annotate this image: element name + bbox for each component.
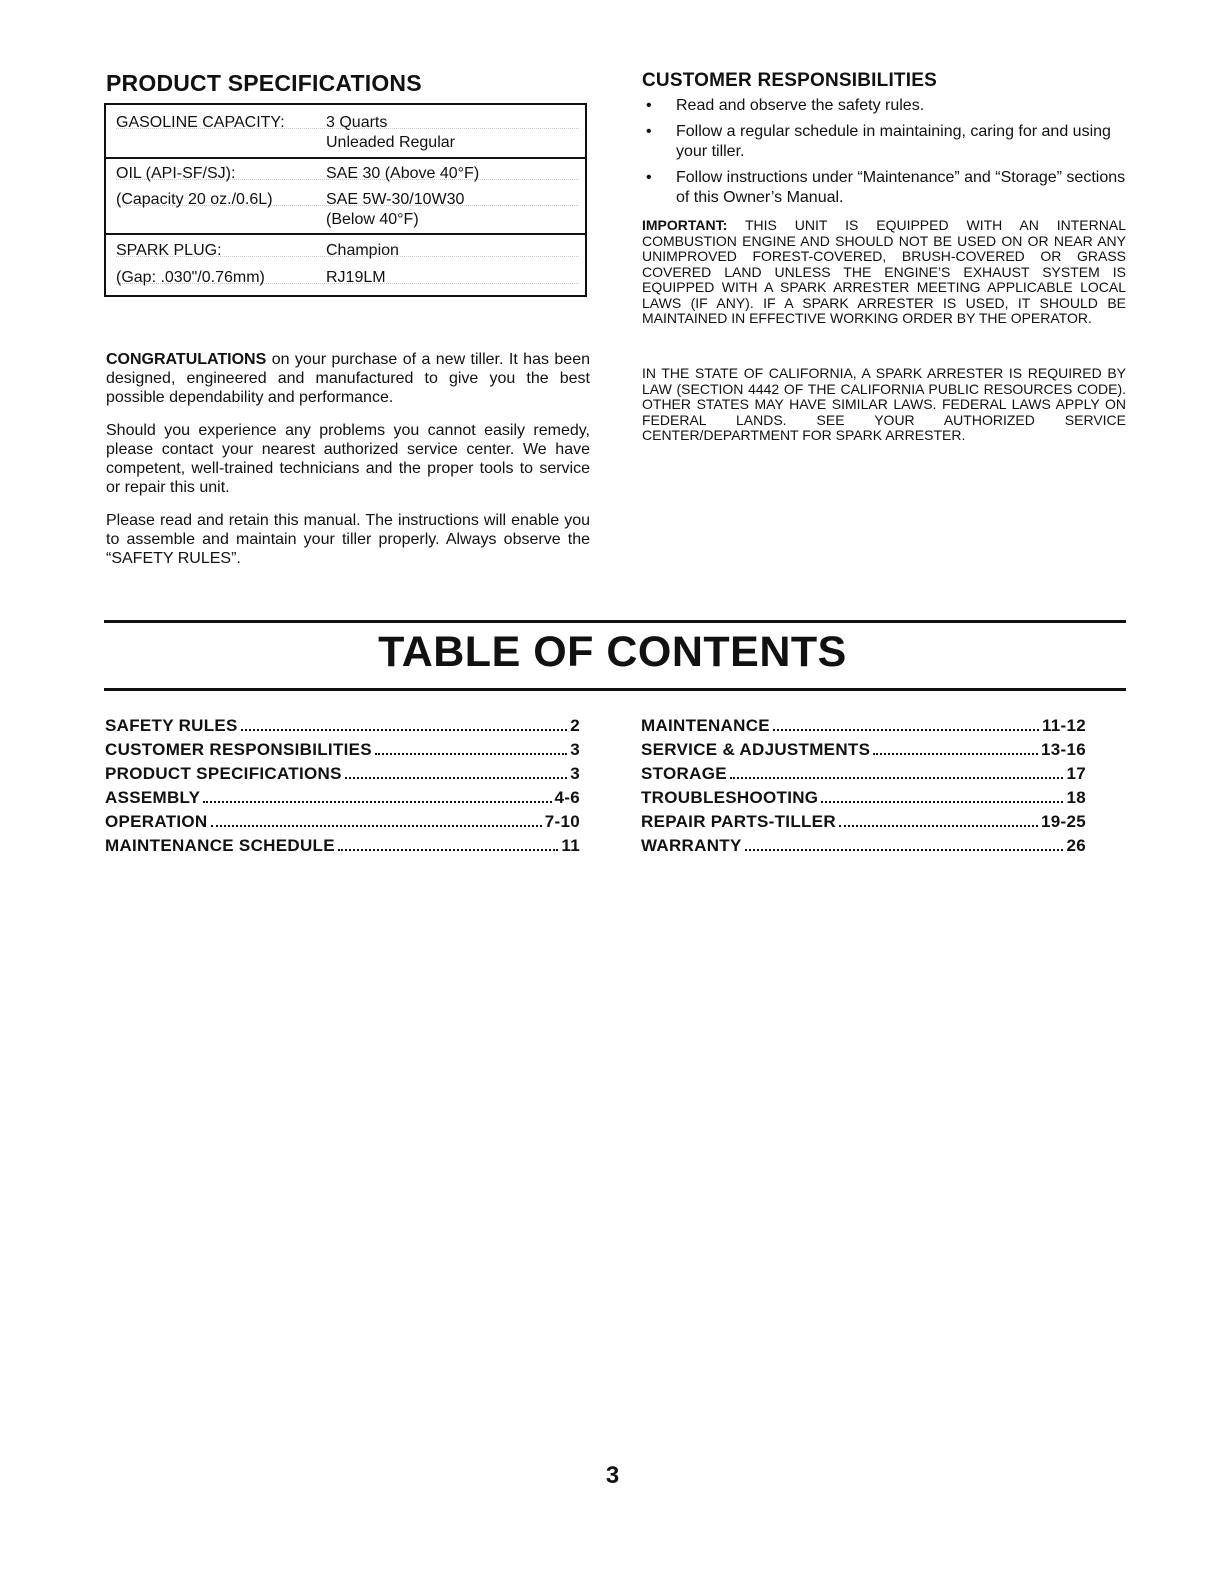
gasoline-type: Unleaded Regular (326, 134, 455, 151)
oil-label: OIL (API-SF/SJ): (116, 165, 236, 182)
toc-title: TABLE OF CONTENTS (378, 628, 847, 676)
toc-entry[interactable]: SAFETY RULES 2 (105, 716, 580, 735)
manual-paragraph: Please read and retain this manual. The instructions will enable you to assemble and maintain your tiller properly. Always observe the “SAFETY RULES”. (106, 512, 590, 567)
important-label: IMPORTANT: (642, 217, 728, 233)
congratulations-paragraph (106, 350, 590, 407)
spark-plug-model: RJ19LM (326, 269, 386, 286)
toc-entry[interactable]: REPAIR PARTS-TILLER 19-25 (641, 812, 1086, 831)
list-item: • Follow a regular schedule in maintaining, caring for and using your tiller. (646, 123, 1111, 160)
toc-right-column (641, 716, 1086, 860)
california-notice: IN THE STATE OF CALIFORNIA, A SPARK ARRESTER IS REQUIRED BY LAW (SECTION 4442 OF THE CALIFORNIA PUBLIC RESOURCES CODE). OTHER STATES MAY HAVE SIMILAR LAWS. FEDERAL LAWS APPLY ON FEDERAL LANDS. SEE YOUR AUTHORIZED SERVICE CENTER/DEPARTMENT FOR SPARK ARRESTER. (642, 365, 1126, 443)
product-specifications-title: PRODUCT SPECIFICATIONS (106, 70, 422, 96)
spark-plug-brand: Champion (326, 242, 399, 259)
toc-entry[interactable]: STORAGE 17 (641, 764, 1086, 783)
toc-top-rule (104, 620, 1126, 623)
toc-entry[interactable]: OPERATION 7-10 (105, 812, 580, 831)
toc-entry[interactable]: MAINTENANCE 11-12 (641, 716, 1086, 735)
oil-section (106, 157, 585, 235)
spark-plug-gap-label: (Gap: .030"/0.76mm) (116, 269, 265, 286)
gasoline-value: 3 Quarts (326, 114, 388, 131)
toc-entry[interactable]: CUSTOMER RESPONSIBILITIES 3 (105, 740, 580, 759)
spark-plug-label: SPARK PLUG: (116, 242, 222, 259)
toc-left-column (105, 716, 580, 860)
toc-entry[interactable]: SERVICE & ADJUSTMENTS 13-16 (641, 740, 1086, 759)
list-item: • Follow instructions under “Maintenance” and “Storage” sections of this Owner’s Manual. (646, 169, 1126, 206)
gasoline-label: GASOLINE CAPACITY: (116, 114, 285, 131)
bullet-icon: • (646, 123, 652, 140)
toc-bottom-rule (104, 688, 1126, 691)
congratulations-text: on your purchase of a new tiller. It has been designed, engineered and manufactured to give you the best possible dependability and performance. (106, 351, 590, 406)
spark-plug-section (106, 233, 585, 295)
important-notice (642, 218, 1126, 327)
toc-entry[interactable]: WARRANTY 26 (641, 836, 1086, 855)
important-text: THIS UNIT IS EQUIPPED WITH AN INTERNAL COMBUSTION ENGINE AND SHOULD NOT BE USED ON OR NEAR ANY UNIMPROVED FOREST-COVERED, BRUSH-COVERED OR GRASS COVERED LAND UNLESS THE ENGINE’S EXHAUST SYSTEM IS EQUIPPED WITH A SPARK ARRESTER MEETING APPLICABLE LOCAL LAWS (IF ANY). IF A SPARK ARRESTER IS USED, IT SHOULD BE MAINTAINED IN EFFECTIVE WORKING ORDER BY THE OPERATOR. (642, 217, 1126, 326)
toc-entry[interactable]: ASSEMBLY 4-6 (105, 788, 580, 807)
bullet-icon: • (646, 169, 652, 186)
responsibilities-list (642, 96, 1126, 214)
page-number: 3 (605, 1462, 620, 1489)
specifications-table (104, 103, 587, 297)
toc-entry[interactable]: PRODUCT SPECIFICATIONS 3 (105, 764, 580, 783)
list-item: • Read and observe the safety rules. (646, 97, 925, 114)
toc-entry[interactable]: MAINTENANCE SCHEDULE 11 (105, 836, 580, 855)
oil-capacity-label: (Capacity 20 oz./0.6L) (116, 191, 273, 208)
oil-value-above: SAE 30 (Above 40°F) (326, 165, 480, 182)
toc-entry[interactable]: TROUBLESHOOTING 18 (641, 788, 1086, 807)
service-paragraph: Should you experience any problems you cannot easily remedy, please contact your nearest authorized service center. We have competent, well-trained technicians and the proper tools to service or repair this unit. (106, 422, 590, 496)
oil-value-below: SAE 5W-30/10W30 (326, 191, 465, 208)
customer-responsibilities-title: CUSTOMER RESPONSIBILITIES (642, 70, 937, 91)
oil-below-temp: (Below 40°F) (326, 211, 419, 228)
gasoline-section (106, 105, 585, 159)
bullet-icon: • (646, 97, 652, 114)
congratulations-bold: CONGRATULATIONS (106, 351, 267, 368)
